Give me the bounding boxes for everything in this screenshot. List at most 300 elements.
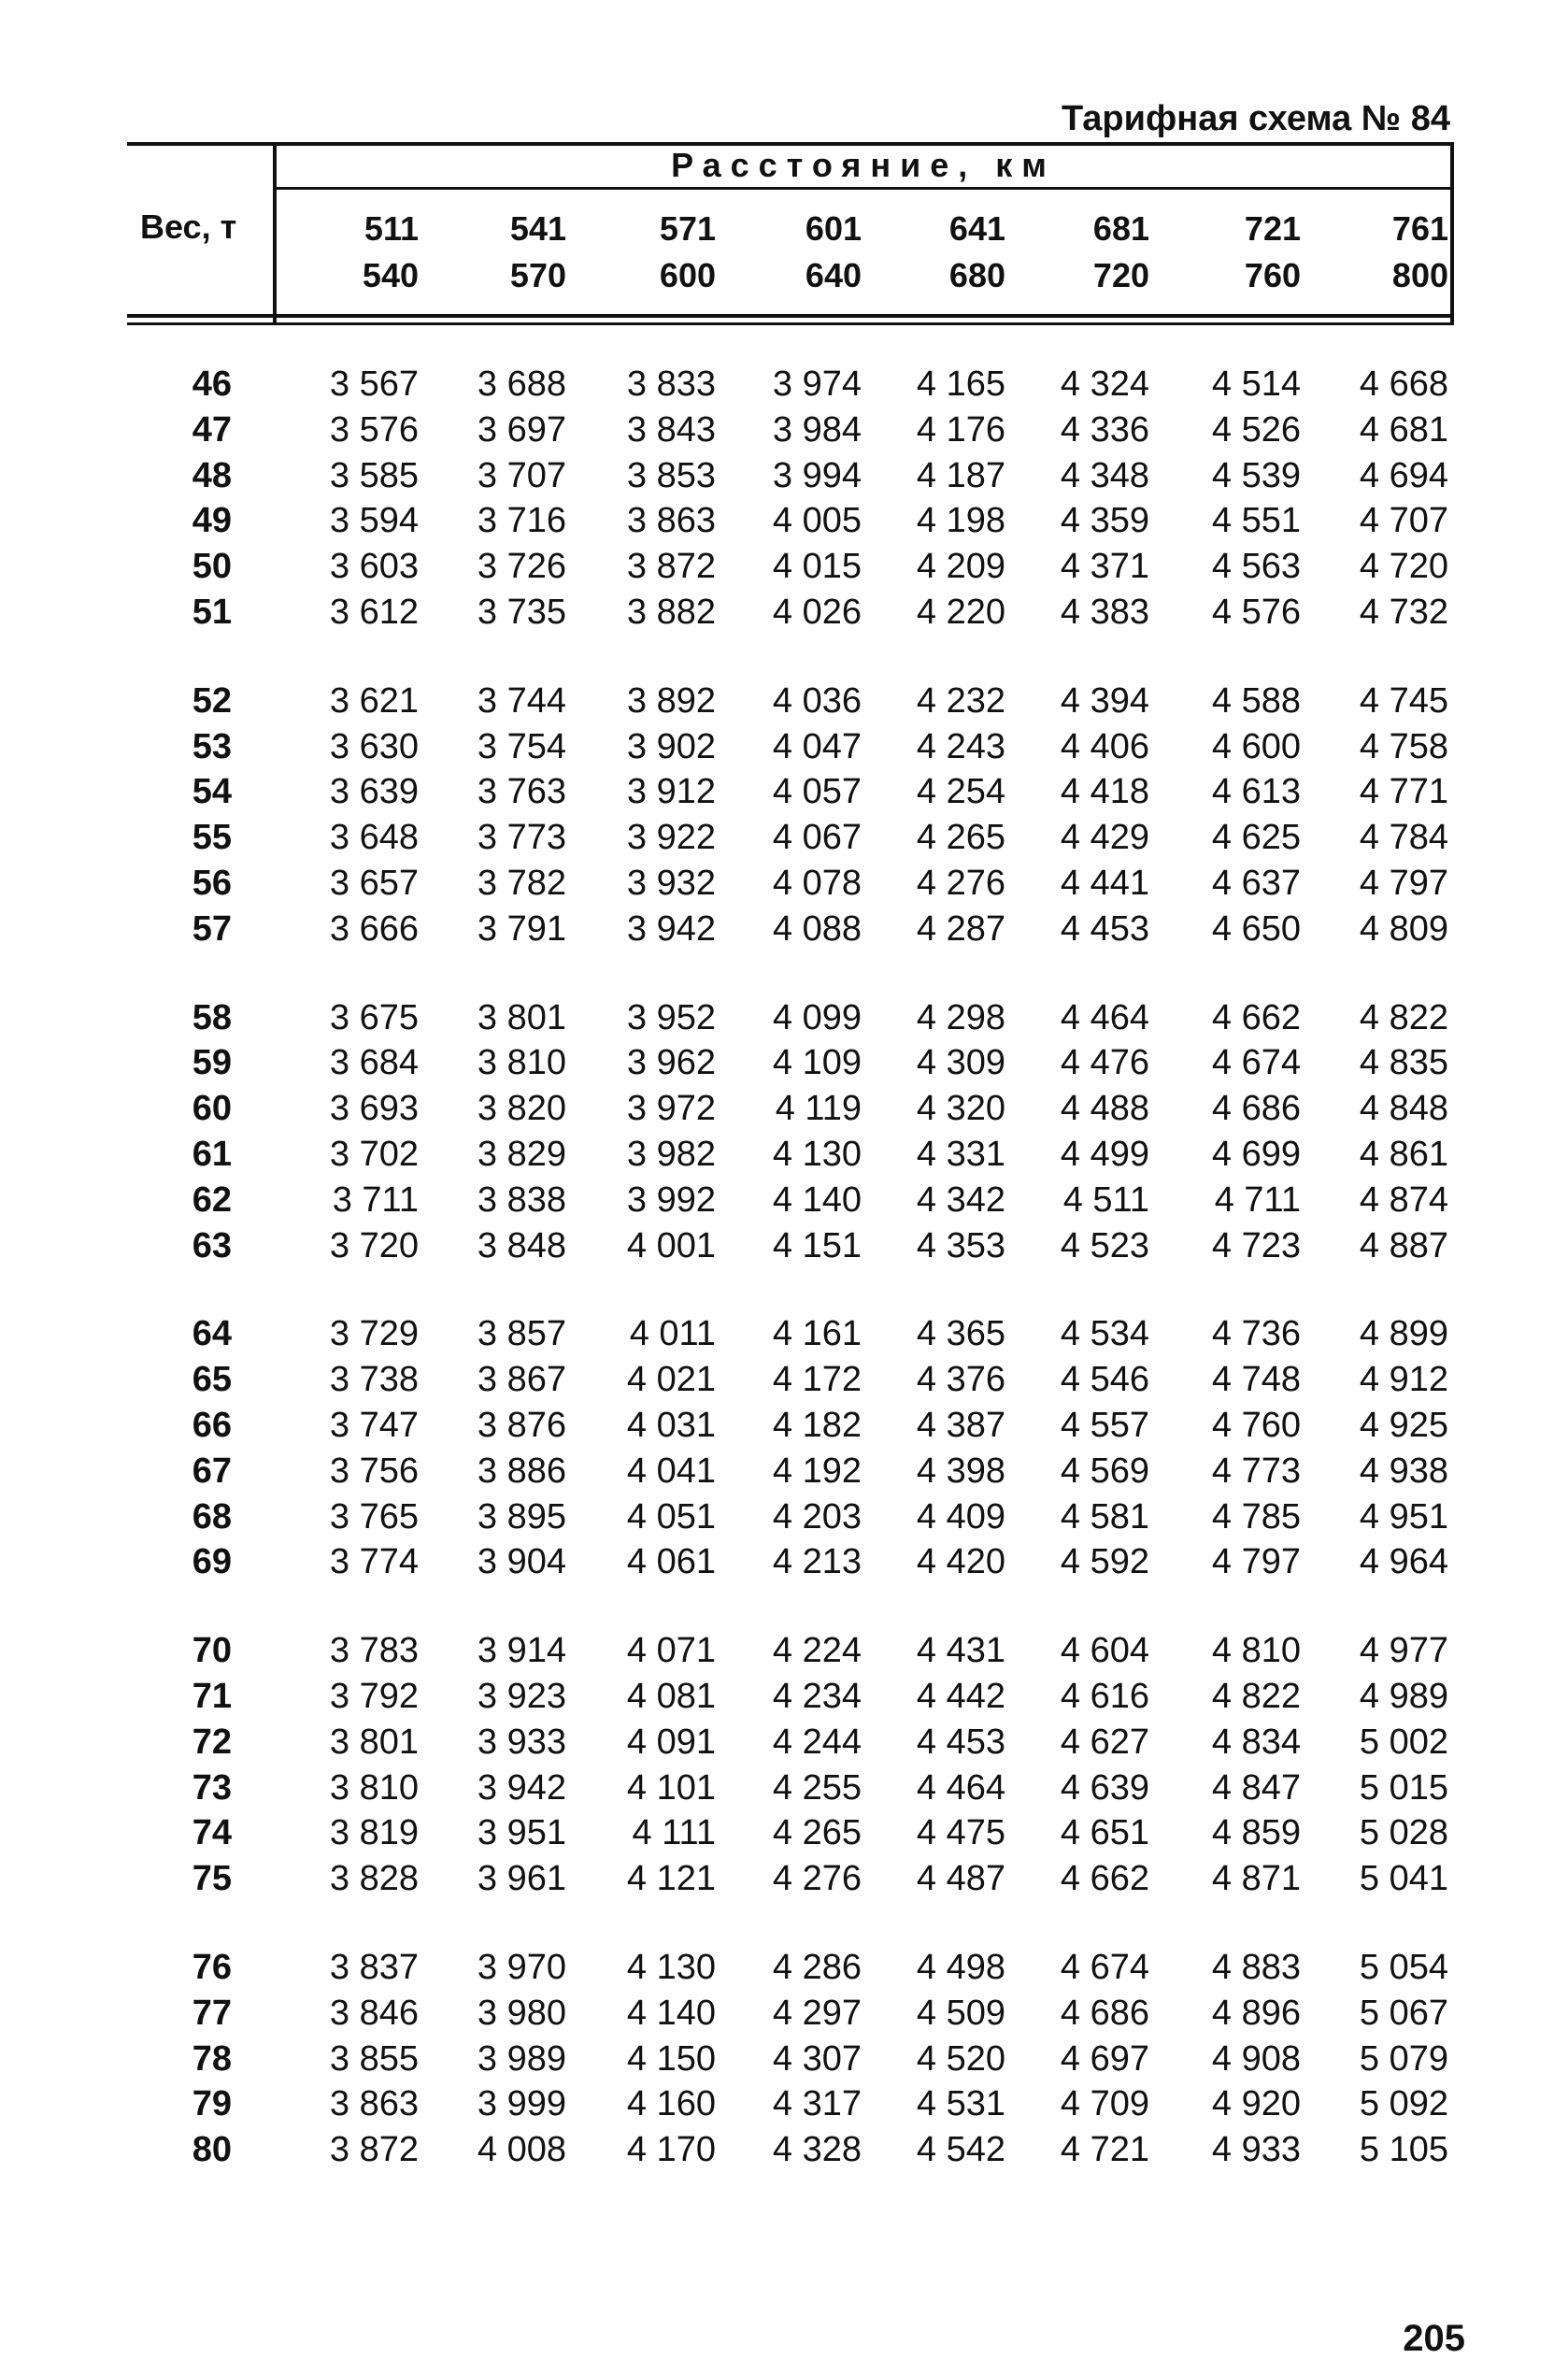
tariff-cell: 3 895 [477, 1496, 566, 1537]
weight-cell: 72 [192, 1722, 232, 1762]
tariff-cell: 3 838 [477, 1179, 566, 1220]
tariff-cell: 4 255 [772, 1767, 862, 1808]
tariff-cell: 3 773 [477, 818, 566, 858]
tariff-cell: 4 509 [916, 1993, 1005, 2033]
tariff-cell: 3 754 [477, 726, 566, 766]
tariff-cell: 3 872 [626, 547, 716, 587]
tariff-cell: 3 829 [477, 1135, 566, 1174]
tariff-cell: 4 822 [1211, 1677, 1301, 1716]
tariff-cell: 3 932 [626, 864, 716, 903]
table-row [0, 681, 1568, 726]
weight-cell: 79 [192, 2084, 232, 2124]
header-bottom-rule-double [127, 322, 1454, 325]
tariff-cell: 4 809 [1359, 908, 1448, 949]
tariff-cell: 4 409 [916, 1496, 1005, 1537]
tariff-cell: 4 707 [1359, 501, 1448, 541]
tariff-cell: 3 863 [626, 501, 716, 541]
tariff-cell: 4 686 [1060, 1993, 1149, 2033]
tariff-cell: 4 453 [916, 1722, 1005, 1762]
tariff-cell: 3 697 [477, 409, 566, 450]
tariff-cell: 4 847 [1211, 1767, 1301, 1808]
tariff-cell: 4 431 [916, 1631, 1005, 1671]
tariff-cell: 4 899 [1359, 1314, 1448, 1354]
tariff-cell: 4 475 [916, 1813, 1005, 1853]
tariff-cell: 4 933 [1211, 2130, 1301, 2170]
tariff-cell: 3 980 [477, 1993, 566, 2033]
tariff-cell: 4 686 [1211, 1089, 1301, 1129]
tariff-cell: 4 848 [1359, 1089, 1448, 1129]
tariff-cell: 3 942 [477, 1767, 566, 1808]
tariff-cell: 4 150 [626, 2038, 716, 2079]
tariff-cell: 5 067 [1359, 1993, 1448, 2033]
tariff-cell: 4 546 [1060, 1360, 1149, 1400]
weight-cell: 54 [192, 772, 232, 812]
tariff-cell: 4 887 [1359, 1225, 1448, 1265]
tariff-cell: 4 418 [1060, 772, 1149, 812]
weight-cell: 63 [192, 1225, 232, 1265]
tariff-cell: 4 021 [626, 1360, 716, 1400]
tariff-cell: 4 243 [916, 726, 1005, 766]
tariff-cell: 3 872 [329, 2130, 419, 2170]
table-row [0, 2084, 1568, 2129]
tariff-cell: 3 843 [626, 409, 716, 450]
table-row [0, 410, 1568, 455]
tariff-cell: 4 442 [916, 1677, 1005, 1716]
tariff-cell: 3 594 [329, 501, 419, 541]
tariff-cell: 4 172 [772, 1360, 862, 1400]
tariff-cell: 3 848 [477, 1225, 566, 1265]
tariff-cell: 4 681 [1359, 409, 1448, 450]
weight-cell: 57 [192, 908, 232, 949]
tariff-cell: 3 783 [329, 1631, 419, 1671]
weight-cell: 46 [192, 365, 232, 404]
weight-cell: 47 [192, 409, 232, 450]
tariff-cell: 4 376 [916, 1360, 1005, 1400]
table-row [0, 501, 1568, 546]
tariff-cell: 4 668 [1359, 365, 1448, 404]
table-row [0, 1135, 1568, 1179]
tariff-cell: 4 938 [1359, 1451, 1448, 1491]
tariff-cell: 4 511 [1062, 1179, 1149, 1220]
tariff-cell: 4 209 [916, 547, 1005, 587]
tariff-cell: 4 276 [916, 864, 1005, 903]
range-from: 761 [1391, 209, 1448, 248]
tariff-cell: 4 920 [1211, 2084, 1301, 2124]
tariff-cell: 3 693 [329, 1089, 419, 1129]
tariff-cell: 3 886 [477, 1451, 566, 1491]
tariff-cell: 3 801 [329, 1722, 419, 1762]
tariff-cell: 4 287 [916, 908, 1005, 949]
tariff-cell: 4 912 [1359, 1360, 1448, 1400]
tariff-cell: 4 464 [1060, 997, 1149, 1037]
tariff-cell: 4 797 [1359, 864, 1448, 903]
tariff-cell: 3 585 [329, 455, 419, 495]
tariff-cell: 4 616 [1060, 1677, 1149, 1716]
range-to: 680 [948, 256, 1005, 294]
tariff-cell: 4 514 [1211, 365, 1301, 404]
table-row [0, 456, 1568, 501]
tariff-cell: 4 365 [916, 1314, 1005, 1354]
tariff-cell: 3 984 [772, 409, 862, 450]
tariff-cell: 3 904 [477, 1542, 566, 1582]
table-row [0, 1631, 1568, 1676]
tariff-cell: 4 771 [1359, 772, 1448, 812]
table-row [0, 1813, 1568, 1858]
weight-cell: 74 [192, 1813, 232, 1853]
tariff-cell: 4 874 [1359, 1179, 1448, 1220]
tariff-cell: 3 688 [477, 365, 566, 404]
tariff-cell: 4 674 [1060, 1948, 1149, 1987]
table-row [0, 1768, 1568, 1813]
weight-cell: 56 [192, 864, 232, 903]
weight-cell: 51 [192, 593, 232, 632]
tariff-cell: 3 567 [329, 365, 419, 404]
range-from: 601 [805, 209, 862, 248]
tariff-cell: 4 488 [1060, 1089, 1149, 1129]
table-row [0, 909, 1568, 954]
tariff-cell: 4 534 [1060, 1314, 1149, 1354]
tariff-cell: 5 054 [1359, 1948, 1448, 1987]
tariff-cell: 4 694 [1359, 455, 1448, 495]
weight-cell: 75 [192, 1859, 232, 1899]
tariff-cell: 4 723 [1211, 1225, 1301, 1265]
tariff-cell: 3 961 [477, 1859, 566, 1899]
tariff-cell: 4 581 [1060, 1496, 1149, 1537]
tariff-cell: 4 011 [629, 1314, 716, 1354]
tariff-cell: 4 182 [772, 1406, 862, 1445]
tariff-cell: 5 105 [1359, 2130, 1448, 2170]
tariff-cell: 4 834 [1211, 1722, 1301, 1762]
tariff-cell: 3 942 [626, 908, 716, 949]
tariff-cell: 4 662 [1060, 1859, 1149, 1899]
weight-cell: 69 [192, 1542, 232, 1582]
tariff-cell: 4 359 [1060, 501, 1149, 541]
tariff-cell: 4 662 [1211, 997, 1301, 1037]
tariff-cell: 4 101 [626, 1767, 716, 1808]
header-bottom-rule [127, 314, 1454, 318]
range-from: 681 [1092, 209, 1149, 248]
tariff-cell: 4 627 [1060, 1722, 1149, 1762]
tariff-cell: 4 328 [772, 2130, 862, 2170]
tariff-cell: 4 051 [626, 1496, 716, 1537]
tariff-cell: 3 738 [329, 1360, 419, 1400]
tariff-cell: 4 637 [1211, 864, 1301, 903]
weight-header: Вес, т [140, 207, 237, 246]
tariff-cell: 4 383 [1060, 593, 1149, 632]
tariff-cell: 3 576 [329, 409, 419, 450]
weight-cell: 70 [192, 1631, 232, 1671]
tariff-cell: 3 962 [626, 1043, 716, 1083]
tariff-cell: 3 648 [329, 818, 419, 858]
weight-cell: 67 [192, 1451, 232, 1491]
tariff-cell: 3 639 [329, 772, 419, 812]
tariff-cell: 4 121 [626, 1859, 716, 1899]
range-to: 760 [1244, 256, 1301, 294]
tariff-cell: 4 711 [1214, 1179, 1301, 1220]
tariff-cell: 4 523 [1060, 1225, 1149, 1265]
weight-cell: 76 [192, 1948, 232, 1987]
weight-cell: 49 [192, 501, 232, 541]
table-row [0, 1948, 1568, 1993]
tariff-cell: 4 520 [916, 2038, 1005, 2079]
table-row [0, 547, 1568, 592]
tariff-cell: 4 342 [916, 1179, 1005, 1220]
tariff-cell: 4 130 [772, 1135, 862, 1174]
tariff-cell: 4 387 [916, 1406, 1005, 1445]
tariff-cell: 4 203 [772, 1496, 862, 1537]
table-row [0, 1723, 1568, 1767]
tariff-cell: 3 833 [626, 365, 716, 404]
tariff-cell: 4 353 [916, 1225, 1005, 1265]
range-from: 541 [509, 209, 566, 248]
tariff-cell: 3 912 [626, 772, 716, 812]
weight-cell: 68 [192, 1496, 232, 1537]
range-from: 641 [948, 209, 1005, 248]
weight-cell: 71 [192, 1677, 232, 1716]
tariff-cell: 4 625 [1211, 818, 1301, 858]
tariff-cell: 4 539 [1211, 455, 1301, 495]
tariff-cell: 3 782 [477, 864, 566, 903]
tariff-cell: 4 244 [772, 1722, 862, 1762]
tariff-cell: 3 792 [329, 1677, 419, 1716]
tariff-cell: 4 348 [1060, 455, 1149, 495]
tariff-cell: 5 092 [1359, 2084, 1448, 2124]
table-row [0, 1994, 1568, 2038]
range-to: 640 [805, 256, 862, 294]
tariff-cell: 4 977 [1359, 1631, 1448, 1671]
tariff-cell: 4 394 [1060, 680, 1149, 721]
tariff-cell: 4 001 [626, 1225, 716, 1265]
tariff-cell: 3 716 [477, 501, 566, 541]
tariff-cell: 4 721 [1060, 2130, 1149, 2170]
tariff-cell: 4 441 [1060, 864, 1149, 903]
tariff-cell: 4 371 [1060, 547, 1149, 587]
tariff-cell: 3 744 [477, 680, 566, 721]
distance-rule [273, 187, 1454, 190]
tariff-cell: 4 265 [772, 1813, 862, 1853]
tariff-cell: 3 974 [772, 365, 862, 404]
range-to: 570 [509, 256, 566, 294]
tariff-cell: 3 791 [477, 908, 566, 949]
table-row [0, 1043, 1568, 1088]
tariff-cell: 4 989 [1359, 1677, 1448, 1716]
tariff-cell: 3 720 [329, 1225, 419, 1265]
tariff-cell: 3 970 [477, 1948, 566, 1987]
tariff-cell: 4 005 [772, 501, 862, 541]
weight-cell: 73 [192, 1767, 232, 1808]
tariff-cell: 4 557 [1060, 1406, 1149, 1445]
tariff-cell: 4 298 [916, 997, 1005, 1037]
tariff-cell: 3 853 [626, 455, 716, 495]
tariff-cell: 4 119 [775, 1089, 862, 1129]
tariff-cell: 3 810 [329, 1767, 419, 1808]
tariff-cell: 4 476 [1060, 1043, 1149, 1083]
tariff-cell: 3 756 [329, 1451, 419, 1491]
tariff-cell: 4 697 [1060, 2038, 1149, 2079]
table-row [0, 1497, 1568, 1542]
tariff-cell: 4 192 [772, 1451, 862, 1491]
table-row [0, 1677, 1568, 1722]
tariff-cell: 3 863 [329, 2084, 419, 2124]
tariff-cell: 3 972 [626, 1089, 716, 1129]
tariff-cell: 4 160 [626, 2084, 716, 2124]
tariff-cell: 4 699 [1211, 1135, 1301, 1174]
tariff-cell: 3 726 [477, 547, 566, 587]
tariff-cell: 3 684 [329, 1043, 419, 1083]
tariff-cell: 3 994 [772, 455, 862, 495]
tariff-cell: 4 031 [626, 1406, 716, 1445]
tariff-cell: 3 892 [626, 680, 716, 721]
tariff-cell: 3 902 [626, 726, 716, 766]
table-row [0, 2130, 1568, 2175]
tariff-cell: 4 871 [1211, 1859, 1301, 1899]
tariff-cell: 4 088 [772, 908, 862, 949]
tariff-cell: 4 220 [916, 593, 1005, 632]
tariff-cell: 4 309 [916, 1043, 1005, 1083]
range-from: 511 [363, 209, 419, 248]
tariff-cell: 4 130 [626, 1948, 716, 1987]
weight-cell: 48 [192, 455, 232, 495]
tariff-cell: 4 736 [1211, 1314, 1301, 1354]
tariff-cell: 3 846 [329, 1993, 419, 2033]
tariff-cell: 4 604 [1060, 1631, 1149, 1671]
tariff-cell: 4 420 [916, 1542, 1005, 1582]
weight-cell: 78 [192, 2038, 232, 2079]
tariff-cell: 4 406 [1060, 726, 1149, 766]
tariff-cell: 4 317 [772, 2084, 862, 2124]
table-row [0, 1180, 1568, 1225]
tariff-cell: 3 933 [477, 1722, 566, 1762]
tariff-cell: 4 732 [1359, 593, 1448, 632]
tariff-cell: 4 464 [916, 1767, 1005, 1808]
tariff-cell: 4 674 [1211, 1043, 1301, 1083]
range-from: 571 [659, 209, 716, 248]
tariff-cell: 4 398 [916, 1451, 1005, 1491]
tariff-cell: 3 666 [329, 908, 419, 949]
tariff-cell: 5 028 [1359, 1813, 1448, 1853]
tariff-cell: 4 797 [1211, 1542, 1301, 1582]
table-row [0, 2039, 1568, 2084]
table-row [0, 818, 1568, 863]
tariff-cell: 4 499 [1060, 1135, 1149, 1174]
tariff-cell: 4 213 [772, 1542, 862, 1582]
tariff-cell: 4 265 [916, 818, 1005, 858]
tariff-cell: 4 081 [626, 1677, 716, 1716]
tariff-cell: 3 820 [477, 1089, 566, 1129]
tariff-cell: 4 588 [1211, 680, 1301, 721]
tariff-cell: 3 914 [477, 1631, 566, 1671]
tariff-cell: 5 079 [1359, 2038, 1448, 2079]
tariff-cell: 3 982 [626, 1135, 716, 1174]
tariff-cell: 3 952 [626, 997, 716, 1037]
tariff-cell: 3 989 [477, 2038, 566, 2079]
tariff-cell: 3 765 [329, 1496, 419, 1537]
tariff-cell: 4 526 [1211, 409, 1301, 450]
tariff-cell: 4 198 [916, 501, 1005, 541]
tariff-cell: 4 453 [1060, 908, 1149, 949]
table-row [0, 1542, 1568, 1587]
distance-header: Расстояние, км [671, 146, 1056, 184]
tariff-cell: 4 336 [1060, 409, 1149, 450]
tariff-cell: 4 320 [916, 1089, 1005, 1129]
tariff-cell: 3 992 [626, 1179, 716, 1220]
tariff-cell: 4 061 [626, 1542, 716, 1582]
tariff-cell: 4 613 [1211, 772, 1301, 812]
tariff-cell: 4 297 [772, 1993, 862, 2033]
tariff-cell: 4 542 [916, 2130, 1005, 2170]
tariff-cell: 4 099 [772, 997, 862, 1037]
tariff-cell: 4 307 [772, 2038, 862, 2079]
tariff-cell: 3 819 [329, 1813, 419, 1853]
tariff-cell: 3 801 [477, 997, 566, 1037]
tariff-cell: 4 925 [1359, 1406, 1448, 1445]
table-row [0, 1089, 1568, 1134]
weight-cell: 64 [192, 1314, 232, 1354]
tariff-cell: 4 161 [772, 1314, 862, 1354]
tariff-cell: 3 675 [329, 997, 419, 1037]
weight-cell: 52 [192, 680, 232, 721]
tariff-cell: 4 057 [772, 772, 862, 812]
tariff-cell: 3 707 [477, 455, 566, 495]
tariff-cell: 4 176 [916, 409, 1005, 450]
tariff-cell: 4 951 [1359, 1496, 1448, 1537]
tariff-cell: 3 612 [329, 593, 419, 632]
range-to: 720 [1092, 256, 1149, 294]
tariff-cell: 4 964 [1359, 1542, 1448, 1582]
scheme-title: Тарифная схема № 84 [1062, 99, 1450, 138]
tariff-cell: 3 855 [329, 2038, 419, 2079]
tariff-cell: 4 883 [1211, 1948, 1301, 1987]
range-to: 600 [659, 256, 716, 294]
tariff-cell: 3 702 [329, 1135, 419, 1174]
table-row [0, 1406, 1568, 1451]
table-row [0, 593, 1568, 637]
tariff-cell: 4 600 [1211, 726, 1301, 766]
range-from: 721 [1244, 209, 1301, 248]
tariff-cell: 4 758 [1359, 726, 1448, 766]
range-to: 540 [362, 256, 419, 294]
tariff-cell: 4 785 [1211, 1496, 1301, 1537]
weight-cell: 61 [192, 1135, 232, 1174]
tariff-cell: 4 276 [772, 1859, 862, 1899]
tariff-cell: 4 835 [1359, 1043, 1448, 1083]
tariff-cell: 3 837 [329, 1948, 419, 1987]
table-row [0, 772, 1568, 817]
tariff-cell: 3 774 [329, 1542, 419, 1582]
tariff-cell: 4 109 [772, 1043, 862, 1083]
weight-cell: 55 [192, 818, 232, 858]
tariff-cell: 3 735 [477, 593, 566, 632]
tariff-cell: 3 857 [477, 1314, 566, 1354]
tariff-cell: 3 747 [329, 1406, 419, 1445]
tariff-cell: 4 047 [772, 726, 862, 766]
tariff-cell: 4 286 [772, 1948, 862, 1987]
tariff-cell: 4 498 [916, 1948, 1005, 1987]
tariff-cell: 4 859 [1211, 1813, 1301, 1853]
tariff-cell: 3 876 [477, 1406, 566, 1445]
tariff-cell: 3 810 [477, 1043, 566, 1083]
table-row [0, 365, 1568, 409]
tariff-cell: 4 071 [626, 1631, 716, 1671]
weight-cell: 62 [192, 1179, 232, 1220]
tariff-cell: 3 828 [329, 1859, 419, 1899]
tariff-cell: 4 709 [1060, 2084, 1149, 2124]
tariff-cell: 3 923 [477, 1677, 566, 1716]
tariff-cell: 4 187 [916, 455, 1005, 495]
tariff-cell: 4 576 [1211, 593, 1301, 632]
weight-cell: 77 [192, 1993, 232, 2033]
tariff-cell: 4 745 [1359, 680, 1448, 721]
